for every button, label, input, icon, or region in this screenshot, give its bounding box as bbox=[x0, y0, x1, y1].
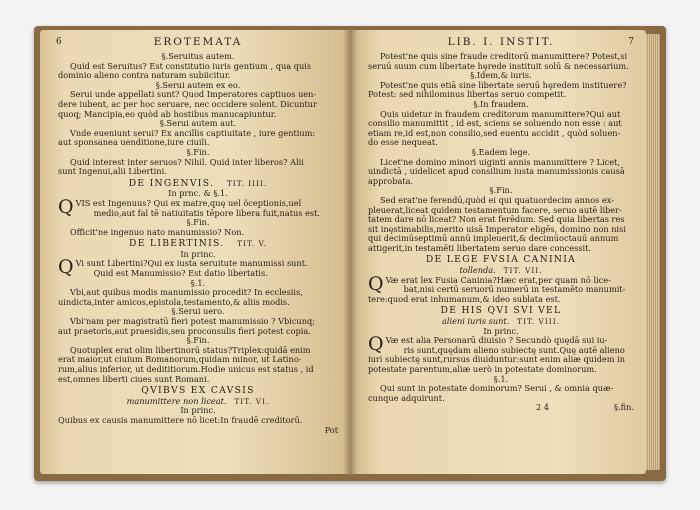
section-title bbox=[368, 306, 634, 316]
title-number: TIT. VII. bbox=[503, 266, 543, 276]
text-line-content: Vnde eueniunt serui? Ex ancillis captiuitate , iure gentium: bbox=[70, 128, 316, 138]
text-line-content: Quibus ex causis manumittere nō licet:In fraudē creditorū. bbox=[58, 415, 303, 425]
text-line bbox=[368, 138, 634, 148]
title-number: TIT. VI. bbox=[234, 396, 270, 406]
text-line bbox=[368, 167, 634, 177]
text-block bbox=[368, 327, 634, 404]
text-line bbox=[58, 317, 338, 327]
text-line bbox=[58, 365, 338, 375]
text-line bbox=[58, 148, 338, 158]
text-line-content: Væ est alia Personarū diuisio ? Secundò quędā sui iu- bbox=[385, 335, 608, 346]
text-line-content: Quid est Manumissio? Est datio libertatis. bbox=[93, 269, 268, 279]
text-line bbox=[368, 295, 634, 305]
text-line-content: §.Eadem lege. bbox=[471, 147, 531, 157]
text-line-content: cunque adquirunt. bbox=[368, 393, 445, 403]
text-line-content: est,omnes liberti ciues sunt Romani. bbox=[58, 374, 210, 384]
text-line bbox=[368, 90, 634, 100]
running-head: EROTEMATA bbox=[153, 36, 243, 48]
section-title bbox=[368, 255, 634, 265]
text-block bbox=[58, 52, 338, 177]
section-title bbox=[58, 239, 338, 249]
drop-cap: Q bbox=[368, 272, 384, 295]
text-line bbox=[58, 218, 338, 228]
right-page-text bbox=[368, 38, 634, 413]
text-block bbox=[368, 272, 634, 305]
section-title bbox=[58, 386, 338, 396]
text-line-content: §.Fin. bbox=[186, 336, 210, 346]
text-line bbox=[58, 228, 338, 238]
text-line-content: Officit'ne ingenuo nato manumissio? Non. bbox=[70, 227, 245, 237]
text-line bbox=[368, 148, 634, 158]
text-line-content: attigerit,in testamēti libertatem seruo dare concessit. bbox=[368, 243, 592, 253]
text-line bbox=[368, 52, 634, 62]
text-line-content: In princ. bbox=[180, 249, 216, 259]
section-title-text: DE HIS QVI SVI VEL bbox=[440, 305, 562, 317]
text-line bbox=[76, 269, 338, 279]
text-line bbox=[368, 355, 634, 365]
text-line bbox=[58, 298, 338, 308]
text-line-content: §.1. bbox=[493, 374, 509, 384]
page-edges bbox=[646, 34, 660, 470]
title-number: TIT. VIII. bbox=[517, 317, 560, 327]
text-line-content: erat maior,ut ciuium Romanorum,quidam minor, ut Latino- bbox=[58, 355, 302, 365]
text-line-content: VIS est Ingenuus? Qui ex matre,quę uel õceptionis,uel bbox=[75, 197, 302, 208]
text-line-content: uindictā , uidelicet apud consilium iusta manumissionis causā bbox=[368, 167, 625, 177]
text-line bbox=[368, 384, 634, 394]
text-line-content: §.1. bbox=[190, 278, 206, 288]
text-line-content: Væ erat lex Fusia Caninia?Hæc erat,per quam nō lice- bbox=[385, 274, 611, 285]
text-line bbox=[368, 394, 634, 404]
text-line-content: Potest: sed nihilominus libertas seruo competit. bbox=[368, 90, 567, 100]
text-block bbox=[58, 406, 338, 425]
text-line-content: Quotuplex erat olim libertinorū status?Triplex:quidā enim bbox=[70, 345, 311, 355]
text-line bbox=[58, 167, 338, 177]
drop-cap: Q bbox=[58, 195, 74, 218]
text-block bbox=[58, 250, 338, 384]
page-number: 7 bbox=[628, 37, 634, 47]
text-line-content: do esse nequeat. bbox=[368, 138, 438, 148]
text-line-content: Vi sunt Libertini?Qui ex iusta seruitute manumissi sunt. bbox=[75, 258, 308, 269]
text-line bbox=[368, 71, 634, 81]
section-subtitle bbox=[368, 317, 634, 327]
text-line bbox=[368, 365, 634, 375]
text-line bbox=[368, 196, 634, 206]
text-block bbox=[368, 52, 634, 253]
text-line-content: §.Fin. bbox=[186, 218, 210, 228]
text-line bbox=[76, 209, 338, 219]
text-line-content: dere iubent, ac per hoc seruare, nec occidere solent. Dicuntur bbox=[58, 99, 317, 109]
signature-mark: 2 4 bbox=[536, 402, 550, 413]
right-footer bbox=[368, 403, 634, 413]
left-footer bbox=[58, 426, 338, 436]
left-page-text bbox=[58, 38, 338, 436]
section-title-text: DE INGENVIS. bbox=[128, 177, 215, 189]
section-title-text: QVIBVS EX CAVSIS bbox=[141, 385, 255, 397]
text-line bbox=[368, 177, 634, 187]
text-line-content: §.Fin. bbox=[489, 186, 513, 196]
text-line-content: Vbi,aut quibus modis manumissio procedit? In ecclesiis, bbox=[70, 288, 303, 298]
section-title-text: DE LEGE FVSIA CANINIA bbox=[425, 254, 577, 266]
section-subtitle-text: tollenda. bbox=[459, 266, 496, 276]
text-line-content: §.Serui autem ex eo. bbox=[155, 80, 241, 90]
section-subtitle-text: alieni iuris sunt. bbox=[442, 317, 510, 327]
text-line-content: §.Seruitus autem. bbox=[161, 52, 235, 61]
text-line-content: bat,nisi certū seruorū numerū in testamēto manumit- bbox=[403, 285, 626, 295]
text-line-content: §.Serui autem aut. bbox=[159, 119, 237, 129]
text-line bbox=[58, 90, 338, 100]
text-line bbox=[58, 110, 338, 120]
text-line-content: §.Idem,& iuris. bbox=[470, 71, 532, 81]
text-line-content: quoq; Mancipia,eo quòd ab hostibus manucapiuntur. bbox=[58, 109, 277, 119]
section-title-text: DE LIBERTINIS. bbox=[129, 238, 225, 250]
text-line-content: §.Fin. bbox=[186, 147, 210, 157]
text-line-content: pleuerat,liceat quidem testamentum facere, seruo autē liber- bbox=[368, 205, 622, 215]
text-line-content: iuri subiectę sunt,rursus diuiduntur:sunt enim aliæ quidem in bbox=[368, 355, 625, 365]
left-header bbox=[58, 38, 338, 50]
text-line bbox=[368, 110, 634, 120]
text-line bbox=[368, 62, 634, 72]
text-line bbox=[58, 416, 338, 426]
text-line bbox=[368, 129, 634, 139]
book-gutter bbox=[343, 30, 357, 474]
text-line-content: Quis uidetur in fraudem creditorum manumittere?Qui aut bbox=[380, 109, 621, 119]
text-line bbox=[58, 52, 338, 62]
text-line-content: sit inęstimabilis,merito uisā Imperator eligēs, domino non nisi bbox=[368, 224, 626, 234]
catchword: Pot bbox=[324, 424, 338, 435]
text-line-content: Licet'ne domino minori uiginti annis manumittere ? Licet, bbox=[380, 157, 620, 167]
text-line-content: In prnc. & §.1. bbox=[168, 189, 228, 199]
text-line bbox=[58, 346, 338, 356]
text-line bbox=[58, 336, 338, 346]
text-line bbox=[368, 225, 634, 235]
text-line-content: In princ. bbox=[483, 326, 519, 336]
drop-cap: Q bbox=[58, 256, 74, 279]
running-head: LIB. I. INSTIT. bbox=[447, 36, 555, 48]
section-subtitle-text: manumittere non liceat. bbox=[126, 396, 227, 406]
text-line-content: Potest'ne quis etiā sine libertate seruū hęredem instituere? bbox=[380, 80, 627, 90]
text-line-content: Potest'ne quis sine fraude creditorū manumittere? Potest,si bbox=[380, 52, 628, 61]
text-line bbox=[58, 279, 338, 289]
text-line-content: Vbi'nam per magistratū fieri potest manumissio ? Vbicunq; bbox=[70, 317, 315, 327]
title-number: TIT. IIII. bbox=[226, 178, 268, 188]
section-title bbox=[58, 179, 338, 189]
text-line-content: rum,alius inferior, ut dedititiorum.Hodie unicus est status , id bbox=[58, 365, 314, 374]
text-line bbox=[58, 100, 338, 110]
text-line-content: Quid interest inter seruos? Nihil. Quid inter liberos? Alii bbox=[70, 157, 304, 167]
text-line-content: §.Serui uero. bbox=[171, 307, 225, 317]
text-line-content: Sed erat'ne ferendū,quòd ei qui quatuordecim annos ex- bbox=[380, 195, 615, 205]
text-line-content: Qui sunt in potestate dominorum? Serui , & omnia quæ- bbox=[380, 384, 614, 394]
text-line-content: Serui unde appellati sunt? Quod Imperatores captiuos uen- bbox=[70, 90, 317, 100]
text-line-content: medio,aut fal tē natiuitatis tēpore libera fuit,natus est. bbox=[93, 208, 321, 218]
text-line-content: aut praetoris,aut praesidis,seu proconsulis fieri potest copia. bbox=[58, 326, 311, 336]
text-line bbox=[386, 346, 634, 356]
right-header bbox=[368, 38, 634, 50]
text-line bbox=[368, 206, 634, 216]
text-line-content: In princ. bbox=[180, 406, 216, 416]
text-line bbox=[58, 62, 338, 72]
text-line-content: ris sunt,quędam alieno subiectę sunt.Quę autē alieno bbox=[403, 345, 625, 355]
text-line bbox=[58, 327, 338, 337]
title-number: TIT. V. bbox=[237, 239, 267, 249]
text-line bbox=[368, 375, 634, 385]
text-line bbox=[368, 186, 634, 196]
text-line-content: dominio alieno contra naturam subiicitur. bbox=[58, 71, 231, 81]
text-line-content: sunt Ingenui,alii Libertini. bbox=[58, 167, 167, 177]
text-line bbox=[58, 355, 338, 365]
text-line-content: seruū suum cum libertate hęrede instituit solū & necessarium. bbox=[368, 61, 629, 71]
text-line bbox=[58, 288, 338, 298]
text-line bbox=[368, 234, 634, 244]
text-line bbox=[386, 285, 634, 295]
text-line bbox=[368, 215, 634, 225]
text-line bbox=[368, 100, 634, 110]
text-line-content: approbata. bbox=[368, 176, 414, 186]
text-line-content: tatem dare nō liceat? Non erat ferēdum. Sed quia libertas res bbox=[368, 215, 625, 225]
text-line bbox=[58, 119, 338, 129]
page-number: 6 bbox=[56, 37, 62, 47]
section-subtitle bbox=[58, 397, 338, 407]
text-line bbox=[58, 71, 338, 81]
text-line-content: potestate parentum,aliæ uerò in potestate dominorum. bbox=[368, 365, 597, 374]
text-block bbox=[58, 189, 338, 237]
drop-cap: Q bbox=[368, 333, 384, 356]
text-line bbox=[368, 81, 634, 91]
text-line bbox=[368, 119, 634, 129]
text-line bbox=[58, 307, 338, 317]
text-line-content: §.In fraudem. bbox=[473, 99, 529, 109]
text-line bbox=[58, 81, 338, 91]
text-line bbox=[58, 138, 338, 148]
text-line-content: Quid est Seruitus? Est constitutio iuris gentium , qua quis bbox=[70, 61, 312, 71]
text-line bbox=[58, 406, 338, 416]
catchword: §.fin. bbox=[613, 402, 634, 413]
text-line bbox=[58, 375, 338, 385]
text-line bbox=[368, 158, 634, 168]
text-line-content: aut sponsanea uenditione,iure ciuili. bbox=[58, 138, 210, 148]
text-line-content: uindicta,inter amicos,epistola,testamento,& aliis modis. bbox=[58, 297, 290, 307]
text-line-content: qui decimūseptimū annū impleuerit,& decimūoctauū annum bbox=[368, 234, 619, 244]
text-line-content: consilio manumittit , id est, sciens se soluendo non esse : aut bbox=[368, 119, 622, 129]
text-line bbox=[58, 129, 338, 139]
text-line-content: etiam re,id est,non consilio,sed euentu accidit , quòd soluen- bbox=[368, 128, 621, 138]
text-line bbox=[368, 244, 634, 254]
text-line bbox=[58, 158, 338, 168]
text-line-content: tere:quod erat inhumanum,& ideo sublata est. bbox=[368, 294, 561, 304]
